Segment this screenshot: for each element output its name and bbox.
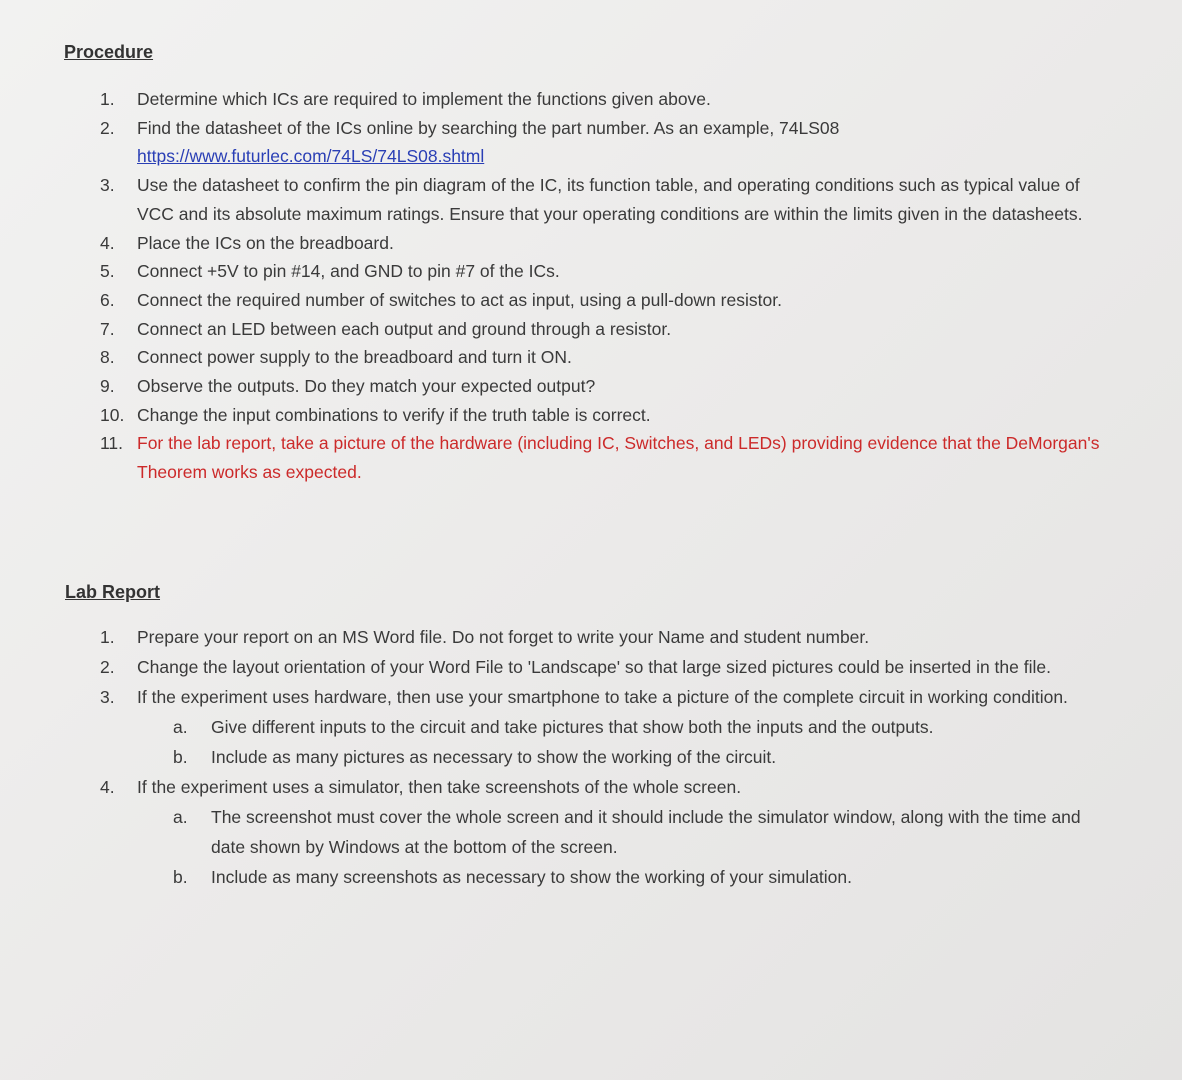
item-number: 6. (100, 289, 115, 310)
item-number: 1. (100, 627, 115, 647)
item-number: 4. (100, 777, 115, 797)
item-number: 5. (100, 261, 115, 282)
list-item (100, 622, 1110, 652)
sub-item-letter: a. (173, 717, 188, 737)
item-text-highlighted: For the lab report, take a picture of the hardware (including IC, Switches, and LEDs) providing evidence that the DeMorgan's Theorem works as expected. (137, 433, 1100, 483)
list-item (100, 682, 1110, 712)
sub-item-letter: a. (173, 807, 188, 827)
item-number: 7. (100, 318, 115, 339)
item-text: Connect an LED between each output and ground through a resistor. (137, 318, 672, 339)
item-text: Determine which ICs are required to implement the functions given above. (137, 89, 711, 109)
item-text: Change the layout orientation of your Word File to 'Landscape' so that large sized pictures could be inserted in the file. (137, 657, 1051, 677)
item-text: Find the datasheet of the ICs online by searching the part number. As an example, 74LS08 (137, 117, 840, 138)
item-number: 4. (100, 232, 115, 253)
item-text: Connect the required number of switches to act as input, using a pull-down resistor. (137, 289, 782, 310)
item-number: 9. (100, 376, 115, 397)
item-text: If the experiment uses a simulator, then take screenshots of the whole screen. (137, 777, 742, 797)
item-text: Prepare your report on an MS Word file. Do not forget to write your Name and student number. (137, 627, 870, 647)
list-item (100, 85, 1110, 114)
list-item (100, 229, 1110, 258)
list-item (100, 652, 1110, 682)
list-item (100, 315, 1110, 344)
item-number: 2. (100, 657, 115, 677)
item-number: 11. (100, 433, 124, 454)
item-number: 10. (100, 404, 125, 425)
lab-report-list (100, 622, 1110, 892)
item-text-with-link (137, 114, 1110, 171)
list-item (100, 286, 1110, 315)
item-text: Observe the outputs. Do they match your expected output? (137, 376, 596, 397)
sub-item-text: Include as many pictures as necessary to show the working of the circuit. (211, 747, 777, 767)
list-item (100, 772, 1110, 802)
sub-item-text: Include as many screenshots as necessary to show the working of your simulation. (211, 867, 853, 887)
item-text: Connect +5V to pin #14, and GND to pin #7 of the ICs. (137, 261, 560, 282)
procedure-list (100, 85, 1110, 487)
sub-item-letter: b. (173, 867, 188, 887)
list-item (100, 114, 1110, 171)
list-item (100, 429, 1110, 486)
list-item (100, 171, 1110, 228)
sub-list-item (173, 742, 1110, 772)
procedure-heading: Procedure (64, 42, 154, 62)
item-text: If the experiment uses hardware, then use your smartphone to take a picture of the complete circuit in working condition. (137, 687, 1068, 707)
lab-report-heading: Lab Report (65, 582, 161, 602)
item-text: Place the ICs on the breadboard. (137, 232, 394, 253)
datasheet-link[interactable]: https://www.futurlec.com/74LS/74LS08.shtml (137, 146, 485, 167)
item-number: 2. (100, 117, 115, 138)
item-text: Use the datasheet to confirm the pin diagram of the IC, its function table, and operating conditions such as typical value of VCC and its absolute maximum ratings. Ensure that your operating conditions are within the limits given in the datasheets. (137, 175, 1083, 224)
item-number: 3. (100, 175, 115, 196)
sub-item-text: The screenshot must cover the whole screen and it should include the simulator window, along with the time and date shown by Windows at the bottom of the screen. (211, 807, 1081, 857)
list-item (100, 257, 1110, 286)
sub-list-item (173, 862, 1110, 892)
sub-item-letter: b. (173, 747, 188, 767)
sub-item-text: Give different inputs to the circuit and take pictures that show both the inputs and the outputs. (211, 717, 934, 737)
item-number: 8. (100, 347, 115, 368)
sub-list-item (173, 802, 1110, 862)
item-number: 1. (100, 89, 115, 109)
item-text: Change the input combinations to verify if the truth table is correct. (137, 404, 651, 425)
list-item (100, 372, 1110, 401)
item-number: 3. (100, 687, 115, 707)
list-item (100, 401, 1110, 430)
list-item (100, 343, 1110, 372)
sub-list-item (173, 712, 1110, 742)
item-text: Connect power supply to the breadboard and turn it ON. (137, 347, 572, 368)
